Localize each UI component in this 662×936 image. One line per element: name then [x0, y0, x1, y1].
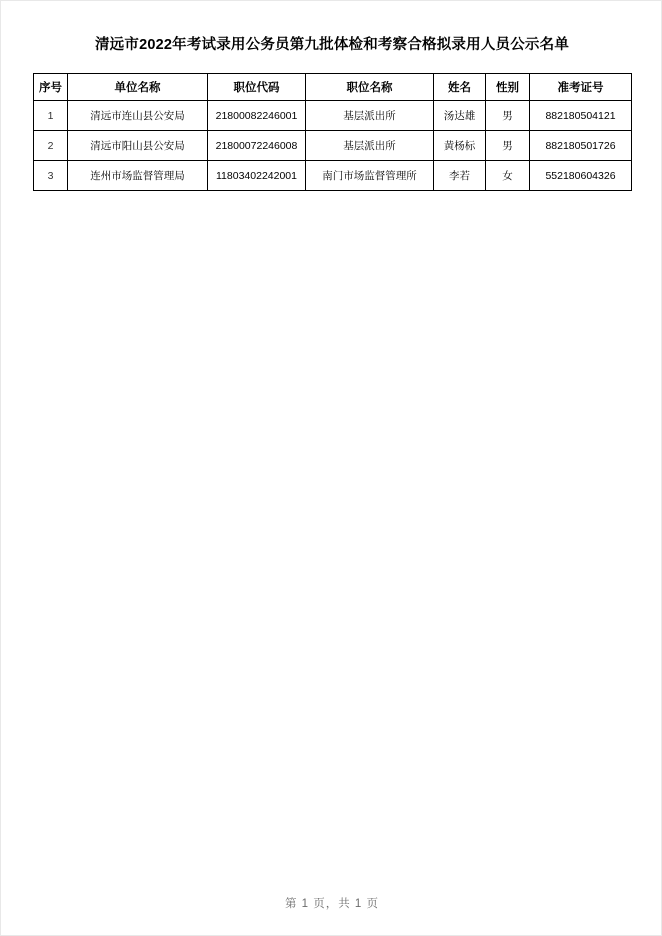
- cell-code: 11803402242001: [208, 161, 306, 191]
- cell-post: 南门市场监督管理所: [306, 161, 434, 191]
- cell-exam-id: 552180604326: [530, 161, 632, 191]
- page-title: 清远市2022年考试录用公务员第九批体检和考察合格拟录用人员公示名单: [94, 37, 570, 53]
- cell-sex: 男: [486, 101, 530, 131]
- cell-name: 李若: [434, 161, 486, 191]
- cell-name: 汤达雄: [434, 101, 486, 131]
- table-row: [34, 131, 632, 161]
- public-notice-table: [33, 73, 632, 191]
- cell-sex: 女: [486, 161, 530, 191]
- page-footer: 第 1 页，共 1 页: [284, 898, 380, 910]
- cell-code: 21800072246008: [208, 131, 306, 161]
- cell-unit: 连州市场监督管理局: [68, 161, 208, 191]
- cell-unit: 清远市连山县公安局: [68, 101, 208, 131]
- cell-code: 21800082246001: [208, 101, 306, 131]
- table-row: [34, 161, 632, 191]
- cell-exam-id: 882180504121: [530, 101, 632, 131]
- column-header-post: 职位名称: [306, 74, 434, 101]
- cell-name: 黄杨标: [434, 131, 486, 161]
- column-header-exam-id: 准考证号: [530, 74, 632, 101]
- public-notice-table-wrapper: [33, 73, 631, 191]
- cell-exam-id: 882180501726: [530, 131, 632, 161]
- cell-index: 3: [34, 161, 68, 191]
- cell-post: 基层派出所: [306, 101, 434, 131]
- column-header-unit: 单位名称: [68, 74, 208, 101]
- cell-index: 2: [34, 131, 68, 161]
- cell-post: 基层派出所: [306, 131, 434, 161]
- table-row: [34, 101, 632, 131]
- cell-index: 1: [34, 101, 68, 131]
- column-header-index: 序号: [34, 74, 68, 101]
- column-header-sex: 性别: [486, 74, 530, 101]
- table-header-row: [34, 74, 632, 101]
- cell-sex: 男: [486, 131, 530, 161]
- column-header-code: 职位代码: [208, 74, 306, 101]
- column-header-name: 姓名: [434, 74, 486, 101]
- cell-unit: 清远市阳山县公安局: [68, 131, 208, 161]
